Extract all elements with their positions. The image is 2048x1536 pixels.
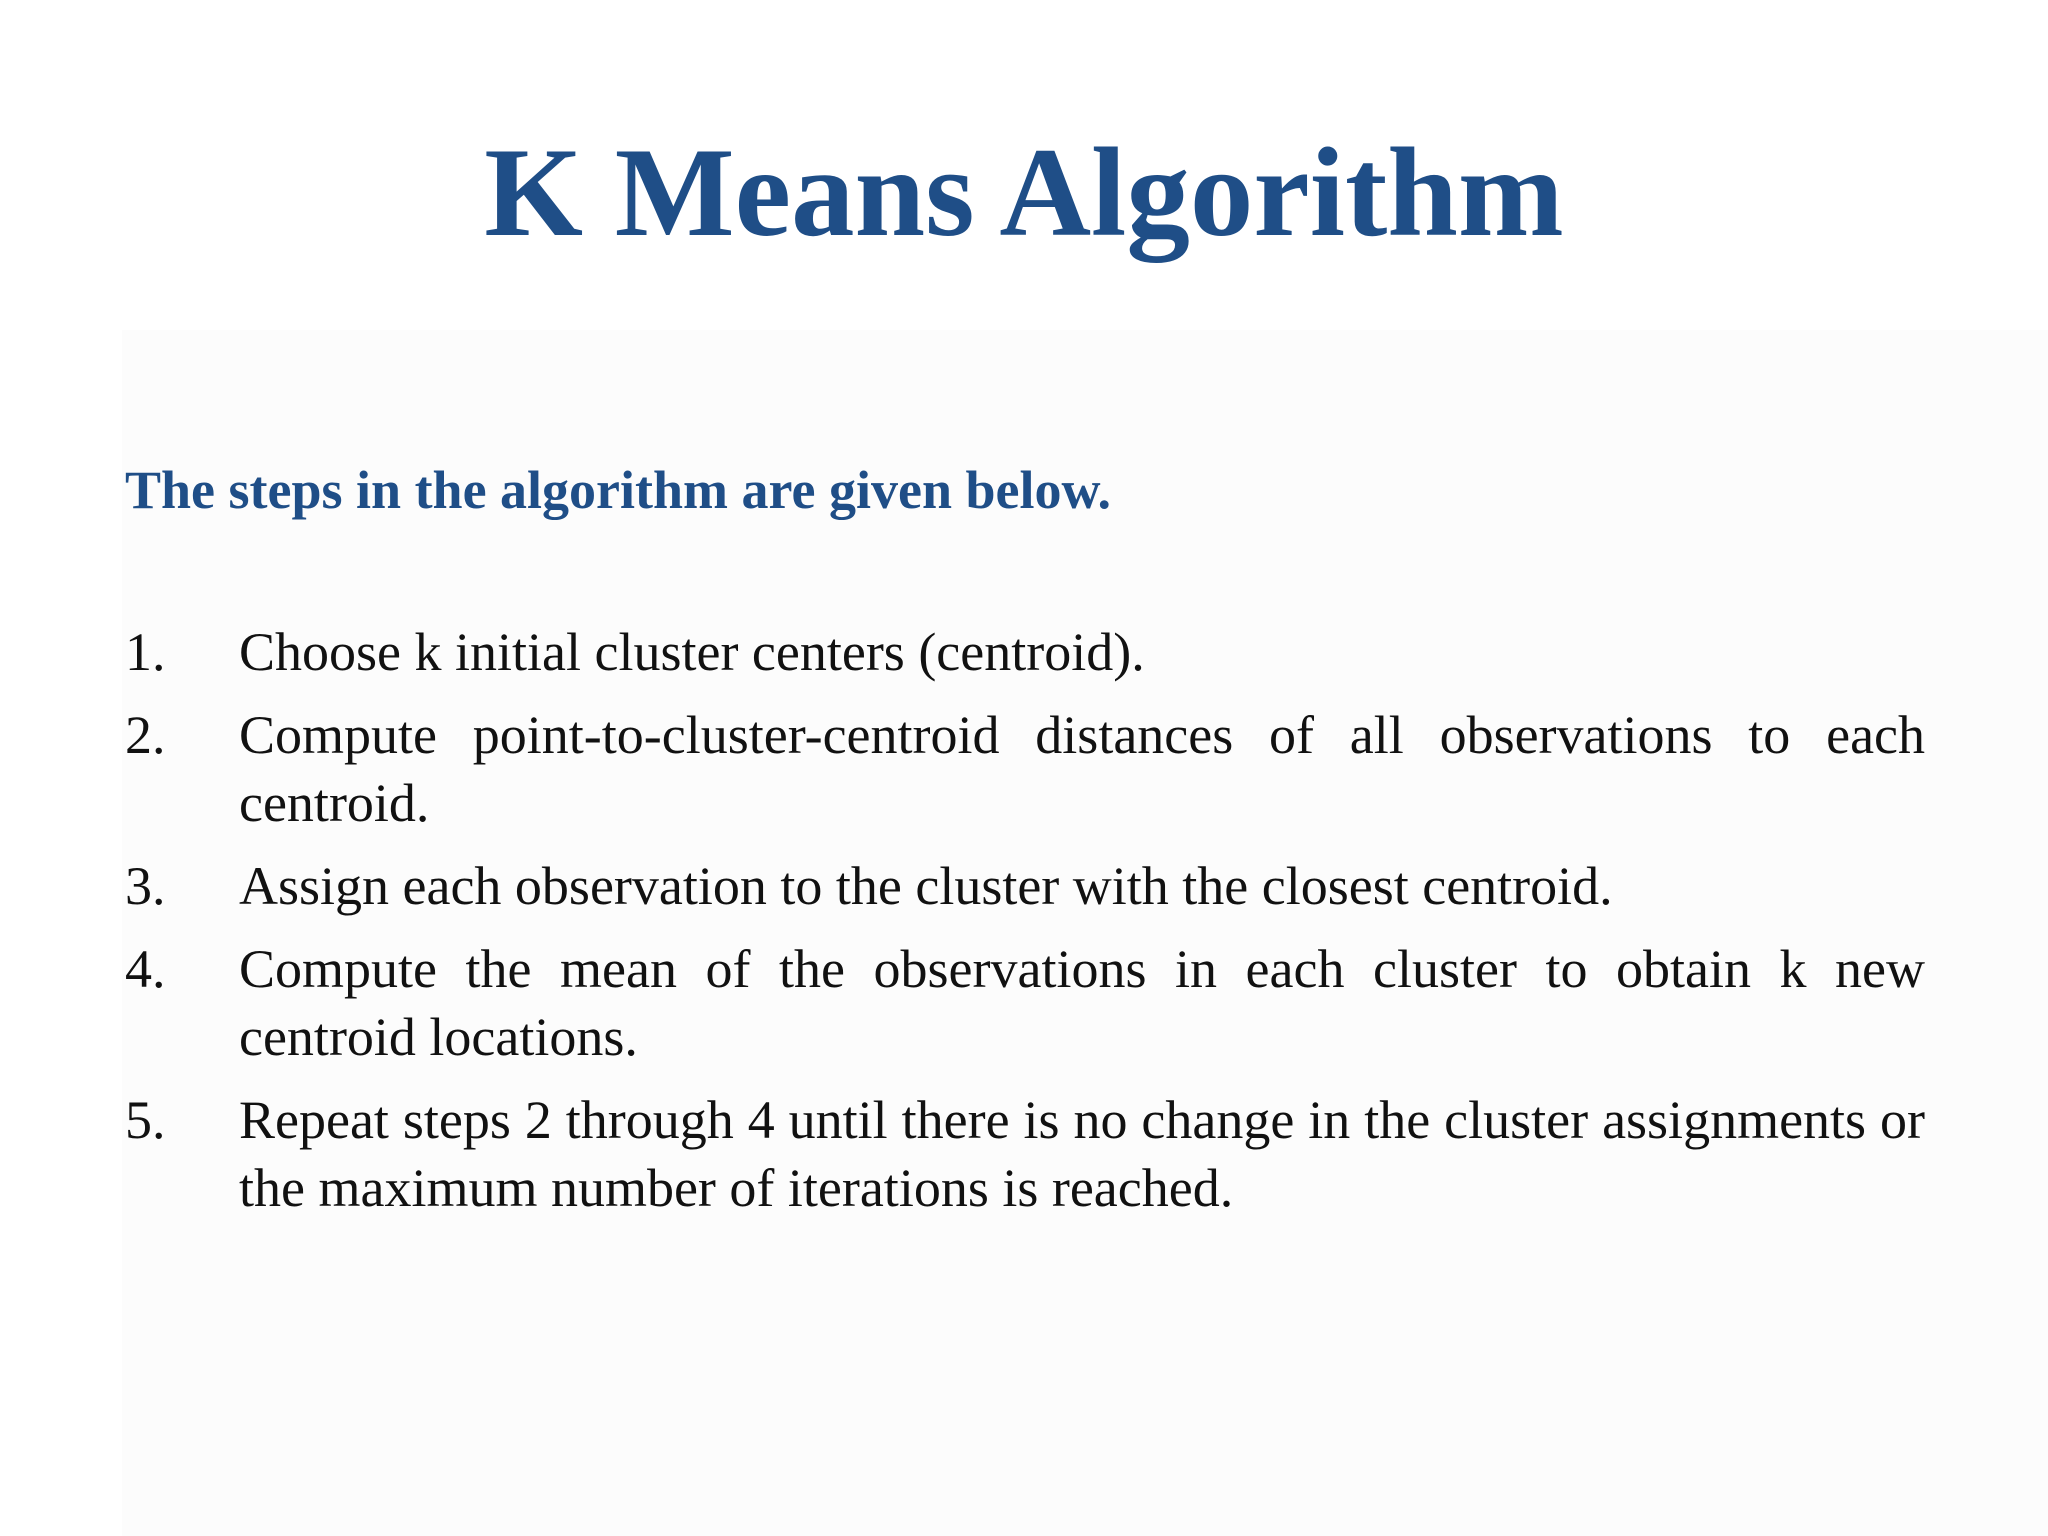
list-item-step-3 — [125, 852, 1925, 920]
list-item-step-1 — [125, 618, 1925, 686]
step-number: 2. — [125, 705, 166, 765]
step-text: Compute the mean of the observations in each cluster to obtain k new centroid locations. — [239, 939, 1925, 1067]
steps-list — [125, 618, 1925, 1237]
intro-text: The steps in the algorithm are given below. — [125, 460, 1112, 520]
list-item-step-4 — [125, 935, 1925, 1071]
step-number: 1. — [125, 622, 166, 682]
step-text: Assign each observation to the cluster with the closest centroid. — [239, 856, 1613, 916]
step-number: 3. — [125, 856, 166, 916]
step-text: Choose k initial cluster centers (centroid). — [239, 622, 1145, 682]
step-text: Repeat steps 2 through 4 until there is no change in the cluster assignments or the maximum number of iterations is reached. — [239, 1090, 1925, 1218]
step-text: Compute point-to-cluster-centroid distances of all observations to each centroid. — [239, 705, 1925, 833]
list-item-step-5 — [125, 1086, 1925, 1222]
list-item-step-2 — [125, 701, 1925, 837]
step-number: 4. — [125, 939, 166, 999]
step-number: 5. — [125, 1090, 166, 1150]
slide-title: K Means Algorithm — [484, 123, 1564, 263]
